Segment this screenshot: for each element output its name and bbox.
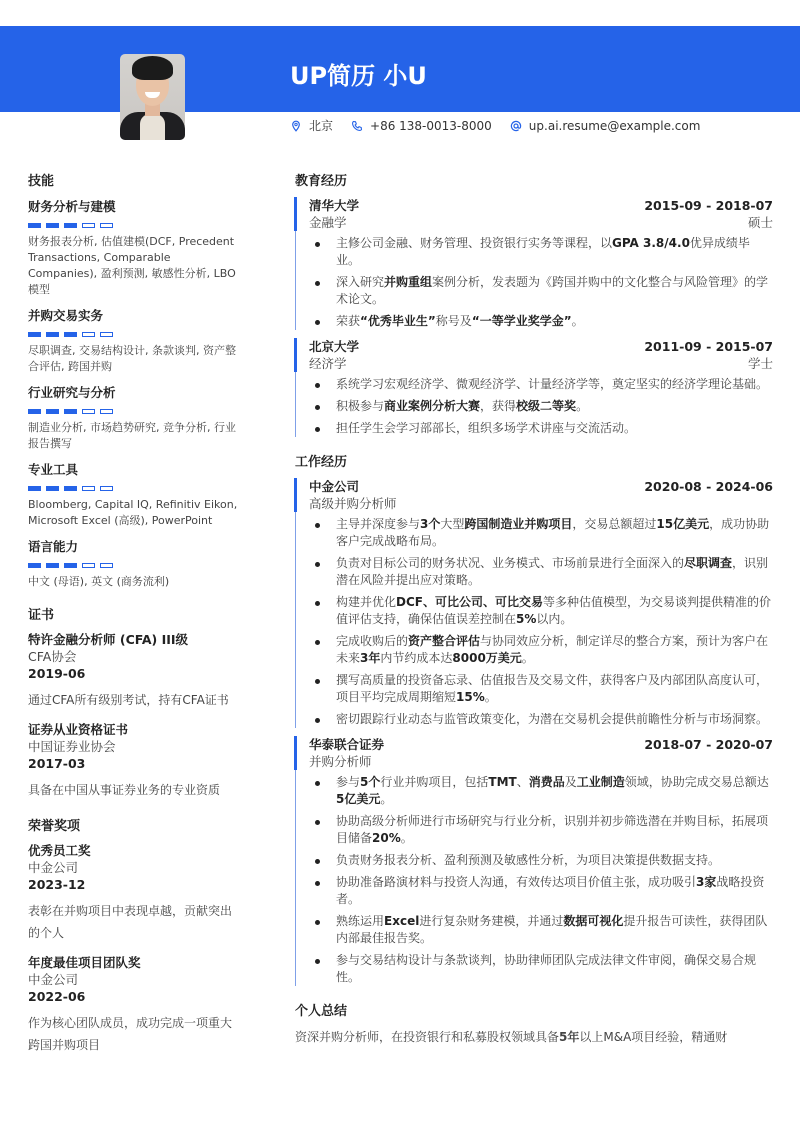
company-name: 华泰联合证券	[309, 737, 385, 752]
text: 协助高级分析师进行市场研究与行业分析，识别并初步筛选潜在并购目标，拓展项目储备	[336, 814, 769, 845]
text: 及	[564, 775, 577, 789]
award-item-title: 年度最佳项目团队奖	[28, 955, 141, 970]
bullet-item	[309, 274, 773, 308]
text: 进行复杂财务建模，并通过	[419, 914, 564, 928]
text: ，交易总额超过	[572, 517, 657, 531]
entry-subheader	[309, 753, 773, 770]
bullet-item	[309, 313, 773, 330]
level-empty-icon	[82, 486, 95, 491]
certificates-title: 证书	[28, 608, 55, 623]
level-filled-icon	[46, 332, 59, 337]
level-empty-icon	[100, 486, 113, 491]
certificate-item-title: 特许金融分析师 (CFA) III级	[28, 632, 189, 647]
bullet-item	[309, 420, 773, 437]
skill-level-bars	[28, 332, 243, 337]
at-sign-icon	[510, 120, 522, 132]
bold-text: GPA 3.8/4.0	[612, 236, 690, 250]
skill-item	[28, 306, 243, 375]
level-filled-icon	[28, 563, 41, 568]
bold-text: 跨国制造业并购项目	[464, 517, 573, 531]
level-filled-icon	[64, 563, 77, 568]
bullet-item	[309, 813, 773, 847]
bullet-list	[309, 376, 773, 437]
award-item-issuer: 中金公司	[28, 972, 79, 987]
bullet-list	[309, 235, 773, 330]
text: ，成功协助客户完成战略布局。	[336, 517, 770, 548]
bold-text: 5年	[559, 1030, 580, 1044]
text: 战略投资者。	[336, 875, 765, 906]
candidate-name: UP简历 小U	[290, 62, 427, 90]
text: 资深并购分析师，在投资银行和私募股权领域具备	[295, 1030, 560, 1044]
degree: 学士	[747, 356, 773, 371]
bold-text: DCF、可比公司、可比交易	[396, 595, 543, 609]
text: 。	[576, 399, 589, 413]
bold-text: 5亿美元	[336, 792, 381, 806]
awards-title: 荣誉奖项	[28, 819, 81, 834]
award-item-date: 2023-12	[28, 877, 86, 892]
bold-text: TMT	[488, 775, 517, 789]
bold-text: 15亿美元	[656, 517, 710, 531]
bold-text: 5个	[360, 775, 381, 789]
bold-text: 数据可视化	[563, 914, 624, 928]
level-filled-icon	[28, 332, 41, 337]
level-filled-icon	[28, 409, 41, 414]
degree: 硕士	[747, 215, 773, 230]
skill-item	[28, 537, 243, 590]
work-title: 工作经历	[295, 455, 348, 470]
certificate-item	[28, 721, 243, 801]
text: 以上M&A项目经验，精通财	[579, 1030, 728, 1044]
location-text: 北京	[309, 119, 334, 133]
bold-text: “一等学业奖学金”	[471, 314, 572, 328]
text: 负责财务报表分析、盈利预测及敏感性分析，为项目决策提供数据支持。	[336, 853, 721, 867]
certificate-item-issuer: 中国证券业协会	[28, 739, 116, 754]
certificate-item-description: 具备在中国从事证券业务的专业资质	[28, 783, 221, 797]
level-filled-icon	[46, 563, 59, 568]
award-item-description: 表彰在并购项目中表现卓越，贡献突出的个人	[28, 904, 233, 940]
left-column	[28, 170, 243, 1070]
summary-section	[295, 1000, 773, 1047]
text: 构建并优化	[336, 595, 397, 609]
text: 担任学生会学习部部长，组织多场学术讲座与交流活动。	[336, 421, 637, 435]
skill-name: 并购交易实务	[28, 308, 104, 323]
skills-section	[28, 170, 243, 590]
work-entry	[295, 736, 773, 986]
text: 、	[516, 775, 529, 789]
contact-row	[290, 117, 718, 134]
skills-title: 技能	[28, 174, 55, 189]
award-item	[28, 954, 243, 1056]
bullet-item	[309, 398, 773, 415]
entry-header	[309, 478, 773, 495]
skill-item	[28, 460, 243, 529]
email-text: up.ai.resume@example.com	[528, 118, 701, 133]
bullet-item	[309, 852, 773, 869]
bold-text: 20%	[372, 831, 401, 845]
date-range: 2015-09 - 2018-07	[644, 198, 773, 213]
contact-email[interactable]	[510, 119, 701, 133]
entry-header	[309, 338, 773, 355]
bold-text: 3年	[360, 651, 381, 665]
entry-subheader	[309, 495, 773, 512]
bullet-item	[309, 874, 773, 908]
bullet-item	[309, 633, 773, 667]
date-range: 2018-07 - 2020-07	[644, 737, 773, 752]
major: 金融学	[309, 215, 347, 230]
certificate-item-date: 2019-06	[28, 666, 86, 681]
skill-description: 尽职调查, 交易结构设计, 条款谈判, 资产整合评估, 跨国并购	[28, 344, 236, 373]
skill-level-bars	[28, 409, 243, 414]
certificate-item-date: 2017-03	[28, 756, 86, 771]
text: 。	[400, 831, 413, 845]
level-filled-icon	[64, 409, 77, 414]
major: 经济学	[309, 356, 347, 371]
education-title: 教育经历	[295, 174, 348, 189]
certificate-item	[28, 631, 243, 711]
bold-text: Excel	[384, 914, 420, 928]
school-name: 北京大学	[309, 339, 360, 354]
text: 深入研究	[336, 275, 385, 289]
contact-phone[interactable]	[351, 119, 492, 133]
award-item-date: 2022-06	[28, 989, 86, 1004]
level-empty-icon	[100, 332, 113, 337]
award-item-title: 优秀员工奖	[28, 843, 91, 858]
contact-location	[290, 117, 333, 134]
text: 与协同效应分析，制定详尽的整合方案，预计为客户在未来	[336, 634, 769, 665]
bold-text: “优秀毕业生”	[360, 314, 436, 328]
bold-text: 工业制造	[576, 775, 625, 789]
text: 协助准备路演材料与投资人沟通，有效传达项目价值主张，成功吸引	[336, 875, 697, 889]
text: ，获得	[480, 399, 517, 413]
company-name: 中金公司	[309, 479, 360, 494]
text: 以内。	[536, 612, 573, 626]
summary-text	[295, 1027, 773, 1047]
bold-text: 尽职调查	[684, 556, 733, 570]
text: 。	[571, 314, 584, 328]
work-entry	[295, 478, 773, 728]
bold-text: 15%	[456, 690, 485, 704]
bullet-list	[309, 516, 773, 728]
text: 领域，协助完成交易总额达	[624, 775, 769, 789]
job-title: 高级并购分析师	[309, 496, 397, 511]
text: 称号及	[435, 314, 472, 328]
level-filled-icon	[64, 223, 77, 228]
skill-level-bars	[28, 223, 243, 228]
certificates-section	[28, 604, 243, 801]
bold-text: 5%	[516, 612, 537, 626]
award-item-description: 作为核心团队成员，成功完成一项重大跨国并购项目	[28, 1016, 233, 1052]
level-empty-icon	[100, 223, 113, 228]
text: 荣获	[336, 314, 361, 328]
award-item-issuer: 中金公司	[28, 860, 79, 875]
bullet-list	[309, 774, 773, 986]
text: ，识别潜在风险并提出应对策略。	[336, 556, 769, 587]
entry-header	[309, 736, 773, 753]
text: 主修公司金融、财务管理、投资银行实务等课程，以	[336, 236, 613, 250]
entry-subheader	[309, 355, 773, 372]
certificate-item-issuer: CFA协会	[28, 649, 77, 664]
skill-name: 行业研究与分析	[28, 385, 116, 400]
awards-section	[28, 815, 243, 1056]
bullet-item	[309, 376, 773, 393]
skill-name: 财务分析与建模	[28, 199, 116, 214]
level-filled-icon	[46, 409, 59, 414]
skill-name: 语言能力	[28, 539, 79, 554]
date-range: 2020-08 - 2024-06	[644, 479, 773, 494]
job-title: 并购分析师	[309, 754, 372, 769]
skill-description: 财务报表分析, 估值建模(DCF, Precedent Transactions, Comparable Companies), 盈利预测, 敏感性分析, LBO模型	[28, 235, 236, 296]
text: 参与	[336, 775, 361, 789]
award-item	[28, 842, 243, 944]
school-name: 清华大学	[309, 198, 360, 213]
location-pin-icon	[290, 120, 302, 132]
skill-description: 中文 (母语), 英文 (商务流利)	[28, 575, 170, 588]
text: 负责对目标公司的财务状况、业务模式、市场前景进行全面深入的	[336, 556, 685, 570]
skill-description: Bloomberg, Capital IQ, Refinitiv Eikon, Microsoft Excel (高级), PowerPoint	[28, 498, 238, 527]
level-empty-icon	[82, 563, 95, 568]
phone-text: +86 138-0013-8000	[370, 118, 492, 133]
avatar-photo	[120, 54, 185, 140]
bold-text: 3个	[420, 517, 441, 531]
skill-item	[28, 197, 243, 298]
text: 行业并购项目，包括	[380, 775, 489, 789]
bullet-item	[309, 711, 773, 728]
bold-text: 商业案例分析大赛	[384, 399, 481, 413]
text: 。	[380, 792, 393, 806]
level-filled-icon	[46, 486, 59, 491]
text: 大型	[440, 517, 465, 531]
text: 。	[484, 690, 497, 704]
skill-description: 制造业分析, 市场趋势研究, 竞争分析, 行业报告撰写	[28, 421, 236, 450]
bold-text: 8000万美元	[452, 651, 522, 665]
bullet-item	[309, 952, 773, 986]
bullet-item	[309, 913, 773, 947]
text: 参与交易结构设计与条款谈判，协助律师团队完成法律文件审阅，确保交易合规性。	[336, 953, 757, 984]
skill-level-bars	[28, 486, 243, 491]
level-empty-icon	[100, 409, 113, 414]
summary-title: 个人总结	[295, 1004, 348, 1019]
level-filled-icon	[64, 486, 77, 491]
bold-text: 消费品	[528, 775, 565, 789]
level-empty-icon	[82, 223, 95, 228]
bullet-item	[309, 516, 773, 550]
level-empty-icon	[100, 563, 113, 568]
entry-subheader	[309, 214, 773, 231]
certificate-item-description: 通过CFA所有级别考试，持有CFA证书	[28, 693, 229, 707]
text: 优异成绩毕业。	[336, 236, 750, 267]
level-empty-icon	[82, 332, 95, 337]
right-column	[295, 170, 773, 1061]
bold-text: 3家	[696, 875, 717, 889]
skill-name: 专业工具	[28, 462, 79, 477]
bullet-item	[309, 594, 773, 628]
level-filled-icon	[28, 223, 41, 228]
text: 密切跟踪行业动态与监管政策变化，为潜在交易机会提供前瞻性分析与市场洞察。	[336, 712, 769, 726]
education-entry	[295, 197, 773, 330]
certificate-item-title: 证券从业资格证书	[28, 722, 129, 737]
skill-item	[28, 383, 243, 452]
level-filled-icon	[28, 486, 41, 491]
bullet-item	[309, 555, 773, 589]
phone-icon	[351, 120, 363, 132]
text: 等多种估值模型，为交易谈判提供精准的价值评估支持，确保估值误差控制在	[336, 595, 771, 626]
work-section	[295, 451, 773, 986]
text: 案例分析，发表题为《跨国并购中的文化整合与风险管理》的学术论文。	[336, 275, 769, 306]
skill-level-bars	[28, 563, 243, 568]
text: 提升报告可读性，获得团队内部最佳报告奖。	[336, 914, 768, 945]
education-section	[295, 170, 773, 437]
level-filled-icon	[64, 332, 77, 337]
bold-text: 并购重组	[384, 275, 433, 289]
level-empty-icon	[82, 409, 95, 414]
date-range: 2011-09 - 2015-07	[644, 339, 773, 354]
text: 内节约成本达	[380, 651, 453, 665]
bullet-item	[309, 672, 773, 706]
entry-header	[309, 197, 773, 214]
bold-text: 资产整合评估	[408, 634, 481, 648]
text: 撰写高质量的投资备忘录、估值报告及交易文件，获得客户及内部团队高度认可，项目平均完成周期缩短	[336, 673, 769, 704]
text: 积极参与	[336, 399, 385, 413]
text: 主导并深度参与	[336, 517, 421, 531]
bold-text: 校级二等奖	[516, 399, 577, 413]
bullet-item	[309, 774, 773, 808]
text: 系统学习宏观经济学、微观经济学、计量经济学等，奠定坚实的经济学理论基础。	[336, 377, 769, 391]
text: 完成收购后的	[336, 634, 409, 648]
bullet-item	[309, 235, 773, 269]
level-filled-icon	[46, 223, 59, 228]
text: 。	[521, 651, 534, 665]
text: 熟练运用	[336, 914, 385, 928]
education-entry	[295, 338, 773, 437]
